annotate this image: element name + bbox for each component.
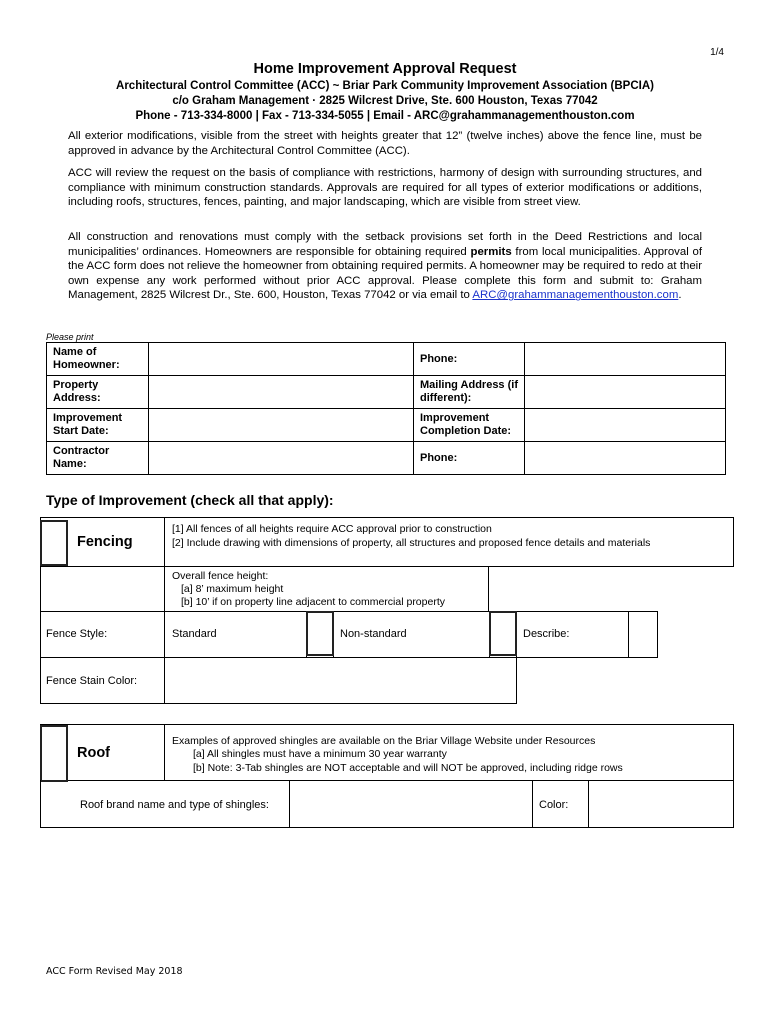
table-row	[47, 442, 726, 475]
fence-height-a: [a] 8’ maximum height	[181, 583, 284, 595]
property-address-label: Property Address:	[47, 376, 149, 409]
fence-height-title: Overall fence height:	[172, 570, 269, 582]
contractor-name-label: Contractor Name:	[47, 442, 149, 475]
permits-emphasis: permits	[470, 245, 512, 258]
fencing-divider	[164, 517, 165, 567]
footer-revision: ACC Form Revised May 2018	[46, 966, 183, 977]
phone-field[interactable]	[525, 343, 726, 376]
paragraph-3-text: All construction and renovations must comply with the setback provisions set forth in the Deed Restrictions and local municipalities’ ordinances. Homeowners are responsible for obtaining required	[68, 231, 702, 258]
fencing-checkbox[interactable]	[40, 520, 68, 566]
table-row	[47, 376, 726, 409]
roof-note-main: Examples of approved shingles are available on the Briar Village Website under Resources	[172, 735, 596, 747]
describe-field[interactable]	[629, 612, 657, 657]
fence-stain-label: Fence Stain Color:	[46, 675, 138, 687]
property-address-field[interactable]	[149, 376, 414, 409]
subtitle-line-2: c/o Graham Management · 2825 Wilcrest Drive, Ste. 600 Houston, Texas 77042	[172, 95, 598, 107]
fence-stain-field[interactable]	[165, 658, 516, 703]
contractor-phone-field[interactable]	[525, 442, 726, 475]
please-print-note: Please print	[46, 332, 94, 342]
completion-date-field[interactable]	[525, 409, 726, 442]
start-date-field[interactable]	[149, 409, 414, 442]
standard-checkbox[interactable]	[306, 611, 334, 656]
roof-note-b: [b] Note: 3-Tab shingles are NOT acceptable and will NOT be approved, including ridge rows	[193, 762, 623, 774]
standard-label: Standard	[172, 628, 217, 640]
table-row	[47, 343, 726, 376]
mailing-address-label: Mailing Address (if different):	[414, 376, 525, 409]
intro-paragraph-1: All exterior modifications, visible from the street with heights greater that 12” (twelve inches) above the fence line, must be approved in advance by the Architectural Control Committee (ACC).	[68, 130, 702, 157]
page-number: 1/4	[710, 47, 724, 58]
table-row	[47, 409, 726, 442]
homeowner-name-label: Name of Homeowner:	[47, 343, 149, 376]
roof-color-label: Color:	[539, 799, 569, 811]
contractor-phone-label: Phone:	[414, 442, 525, 475]
paragraph-3-text-cont: from local municipalities. Approval of the ACC form does not relieve the homeowner from obtaining required permits. A homeowner may be required to redo at their own expense any work performed without prior ACC approval. Please complete this form and submit to: Graham Management, 2825 Wilcrest Dr., Ste. 600, Houston, Texas 77042 or via email to	[68, 245, 702, 302]
email-link[interactable]: ARC@grahammanagementhouston.com	[472, 289, 679, 302]
contractor-name-field[interactable]	[149, 442, 414, 475]
phone-label: Phone:	[414, 343, 525, 376]
completion-date-label: Improvement Completion Date:	[414, 409, 525, 442]
roof-checkbox[interactable]	[40, 725, 68, 782]
fence-style-divider-1	[164, 611, 165, 658]
roof-note-a: [a] All shingles must have a minimum 30 year warranty	[193, 748, 447, 760]
homeowner-info-table	[46, 342, 726, 475]
paragraph-3-end: .	[678, 289, 682, 302]
form-title: Home Improvement Approval Request	[253, 61, 517, 77]
roof-color-field[interactable]	[589, 781, 733, 827]
fencing-note-1: [1] All fences of all heights require ACC approval prior to construction	[172, 523, 492, 535]
start-date-label: Improvement Start Date:	[47, 409, 149, 442]
type-of-improvement-heading: Type of Improvement (check all that apply):	[46, 492, 334, 508]
fence-style-label: Fence Style:	[46, 628, 108, 640]
nonstandard-checkbox[interactable]	[489, 611, 517, 656]
fencing-label: Fencing	[77, 534, 133, 550]
roof-brand-field[interactable]	[290, 781, 532, 827]
mailing-address-field[interactable]	[525, 376, 726, 409]
fencing-note-2: [2] Include drawing with dimensions of property, all structures and proposed fence details and materials	[172, 537, 651, 549]
describe-label: Describe:	[523, 628, 570, 640]
subtitle-line-3: Phone - 713-334-8000 | Fax - 713-334-5055 | Email - ARC@grahammanagementhouston.com	[135, 110, 635, 122]
subtitle-line-1: Architectural Control Committee (ACC) ~ Briar Park Community Improvement Association (BPCIA)	[116, 80, 654, 92]
roof-brand-label: Roof brand name and type of shingles:	[80, 799, 269, 811]
nonstandard-label: Non-standard	[340, 628, 407, 640]
fence-height-divider	[164, 566, 165, 612]
roof-brand-divider-2	[532, 780, 533, 828]
homeowner-name-field[interactable]	[149, 343, 414, 376]
intro-paragraph-3	[68, 230, 702, 303]
roof-label: Roof	[77, 745, 111, 761]
roof-divider	[164, 724, 165, 781]
fence-height-b: [b] 10’ if on property line adjacent to commercial property	[181, 596, 445, 608]
intro-paragraph-2: ACC will review the request on the basis of compliance with restrictions, harmony of design with surrounding structures, and compliance with minimum construction standards. Approvals are required for all types of exterior modifications or additions, including roofs, structures, fences, painting, and major landscaping, which are visible from street view.	[68, 167, 702, 209]
